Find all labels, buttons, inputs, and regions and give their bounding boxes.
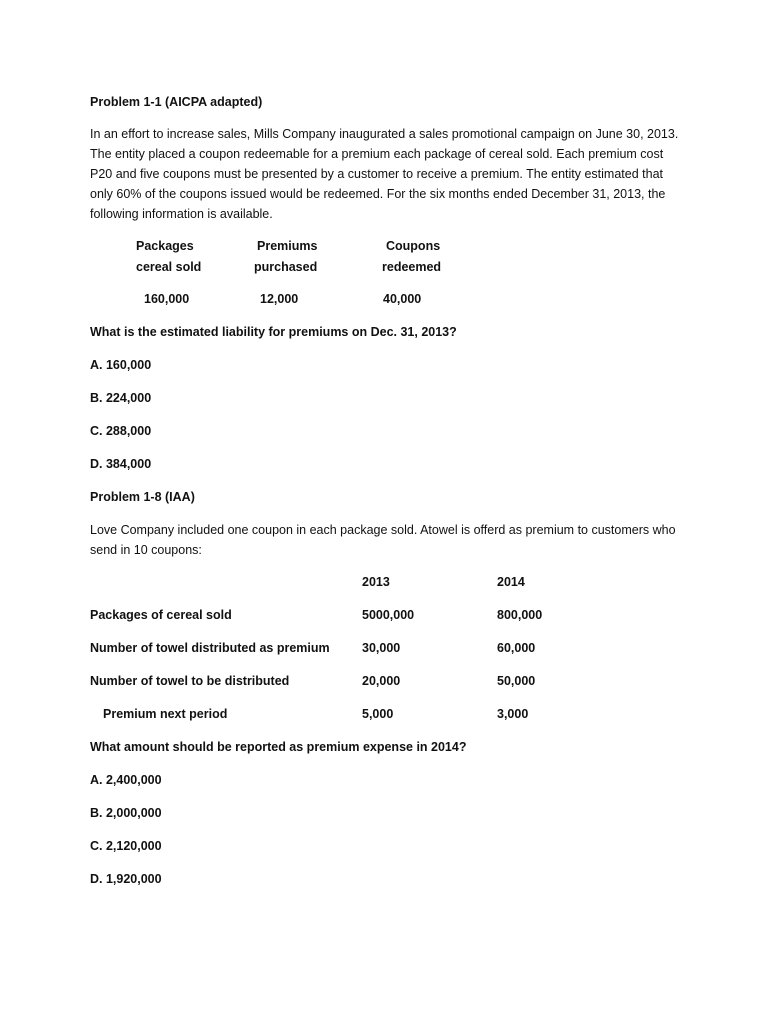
row-packages-sold-2014: 800,000 — [497, 608, 543, 622]
row-packages-sold-2013: 5000,000 — [362, 608, 415, 622]
problem-1-option-d: D. 384,000 — [90, 457, 152, 471]
table-value-premiums: 12,000 — [260, 292, 299, 306]
table-header-premiums-line1: Premiums — [257, 239, 318, 253]
row-towels-distributed-2013: 30,000 — [362, 641, 401, 655]
problem-2-title: Problem 1-8 (IAA) — [90, 490, 195, 504]
row-label-packages-sold: Packages of cereal sold — [90, 608, 232, 622]
problem-1-title: Problem 1-1 (AICPA adapted) — [90, 95, 263, 109]
problem-2-option-a: A. 2,400,000 — [90, 773, 162, 787]
row-towels-to-distribute-2013: 20,000 — [362, 674, 401, 688]
row-label-premium-next-period: Premium next period — [103, 707, 228, 721]
problem-2-option-d: D. 1,920,000 — [90, 872, 162, 886]
problem-1-option-b: B. 224,000 — [90, 391, 152, 405]
problem-1-option-c: C. 288,000 — [90, 424, 152, 438]
table-value-packages: 160,000 — [144, 292, 190, 306]
row-label-towels-distributed: Number of towel distributed as premium — [90, 641, 330, 655]
table-value-coupons: 40,000 — [383, 292, 422, 306]
row-premium-next-period-2014: 3,000 — [497, 707, 529, 721]
problem-1-question: What is the estimated liability for premiums on Dec. 31, 2013? — [90, 325, 457, 339]
row-premium-next-period-2013: 5,000 — [362, 707, 394, 721]
problem-2-question: What amount should be reported as premium expense in 2014? — [90, 740, 467, 754]
problem-1-option-a: A. 160,000 — [90, 358, 152, 372]
column-header-2013: 2013 — [362, 575, 390, 589]
table-header-premiums-line2: purchased — [254, 260, 318, 274]
table-header-packages-line2: cereal sold — [136, 260, 202, 274]
problem-2-option-c: C. 2,120,000 — [90, 839, 162, 853]
table-header-coupons-line2: redeemed — [382, 260, 442, 274]
problem-2-paragraph: Love Company included one coupon in each package sold. Atowel is offerd as premium to customers who send in 10 coupons: — [90, 523, 676, 557]
table-header-packages-line1: Packages — [136, 239, 194, 253]
column-header-2014: 2014 — [497, 575, 525, 589]
problem-1-paragraph: In an effort to increase sales, Mills Company inaugurated a sales promotional campaign on June 30, 2013. The entity placed a coupon redeemable for a premium each package of cereal sold. Each premium cost P20 and five coupons must be presented by a customer to receive a premium. The entity estimated that only 60% of the coupons issued would be redeemed. For the six months ended December 31, 2013, the following information is available. — [90, 127, 679, 221]
row-towels-to-distribute-2014: 50,000 — [497, 674, 536, 688]
row-label-towels-to-distribute: Number of towel to be distributed — [90, 674, 290, 688]
row-towels-distributed-2014: 60,000 — [497, 641, 536, 655]
problem-2-option-b: B. 2,000,000 — [90, 806, 162, 820]
table-header-coupons-line1: Coupons — [386, 239, 441, 253]
